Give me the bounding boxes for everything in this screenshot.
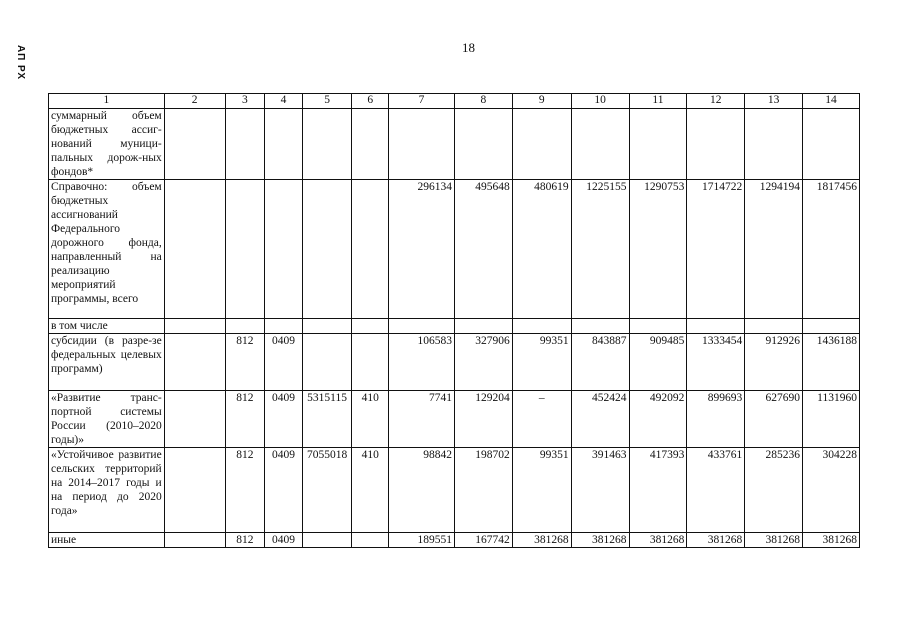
table-cell: 812	[225, 448, 265, 533]
table-cell: 99351	[512, 448, 571, 533]
column-header: 2	[164, 94, 225, 109]
row-label: субсидии (в разре-зе федеральных целевых программ)	[49, 334, 165, 391]
table-row	[49, 334, 860, 391]
side-mark	[8, 42, 32, 82]
table-cell	[302, 180, 352, 319]
table-cell: 812	[225, 391, 265, 448]
table-cell: 812	[225, 334, 265, 391]
table-cell	[571, 109, 629, 180]
table-cell: 452424	[571, 391, 629, 448]
table-cell: 99351	[512, 334, 571, 391]
table-cell: 285236	[745, 448, 803, 533]
table-cell	[352, 533, 389, 548]
table-cell	[352, 334, 389, 391]
table-cell	[164, 533, 225, 548]
table-cell	[225, 180, 265, 319]
column-header: 6	[352, 94, 389, 109]
column-header: 8	[454, 94, 512, 109]
table-cell	[803, 319, 860, 334]
table-cell: 381268	[803, 533, 860, 548]
table-cell	[225, 319, 265, 334]
table-cell	[302, 533, 352, 548]
table-header-row	[49, 94, 860, 109]
column-header: 4	[265, 94, 303, 109]
column-header: 11	[629, 94, 687, 109]
table-cell	[454, 319, 512, 334]
table-cell	[388, 109, 454, 180]
column-header: 9	[512, 94, 571, 109]
table-cell	[687, 109, 745, 180]
table-cell: 433761	[687, 448, 745, 533]
column-header: 13	[745, 94, 803, 109]
row-label: в том числе	[49, 319, 165, 334]
table-cell	[352, 109, 389, 180]
table-cell: –	[512, 391, 571, 448]
table-cell: 1290753	[629, 180, 687, 319]
side-mark-text: АП РХ	[14, 44, 26, 80]
table-cell	[225, 109, 265, 180]
table-cell	[265, 180, 303, 319]
table-cell: 1225155	[571, 180, 629, 319]
table-row	[49, 180, 860, 319]
table-cell	[302, 334, 352, 391]
table-cell: 843887	[571, 334, 629, 391]
table-cell: 296134	[388, 180, 454, 319]
table-cell	[265, 319, 303, 334]
table-cell	[164, 319, 225, 334]
table-cell: 106583	[388, 334, 454, 391]
column-header: 12	[687, 94, 745, 109]
table-cell: 410	[352, 448, 389, 533]
table-cell: 1714722	[687, 180, 745, 319]
table-cell: 912926	[745, 334, 803, 391]
table-cell: 5315115	[302, 391, 352, 448]
table-cell: 7741	[388, 391, 454, 448]
table-cell: 0409	[265, 533, 303, 548]
table-cell: 129204	[454, 391, 512, 448]
table-cell: 0409	[265, 391, 303, 448]
budget-table	[48, 93, 860, 548]
table-cell: 189551	[388, 533, 454, 548]
column-header: 1	[49, 94, 165, 109]
table-cell: 1333454	[687, 334, 745, 391]
table-cell	[512, 109, 571, 180]
table-cell	[745, 109, 803, 180]
table-cell: 98842	[388, 448, 454, 533]
table-cell: 381268	[571, 533, 629, 548]
table-cell: 381268	[745, 533, 803, 548]
table-cell: 492092	[629, 391, 687, 448]
table-cell: 812	[225, 533, 265, 548]
table-cell: 1131960	[803, 391, 860, 448]
table-cell: 627690	[745, 391, 803, 448]
table-cell: 417393	[629, 448, 687, 533]
table-cell	[388, 319, 454, 334]
table-row	[49, 448, 860, 533]
column-header: 3	[225, 94, 265, 109]
table-cell: 909485	[629, 334, 687, 391]
table-cell: 1294194	[745, 180, 803, 319]
table-cell	[454, 109, 512, 180]
table-cell	[512, 319, 571, 334]
table-cell	[265, 109, 303, 180]
table-cell: 198702	[454, 448, 512, 533]
row-label: «Развитие транс-портной системы России (2010–2020 годы)»	[49, 391, 165, 448]
table-cell: 381268	[512, 533, 571, 548]
table-cell: 410	[352, 391, 389, 448]
table-row	[49, 533, 860, 548]
table-cell	[164, 180, 225, 319]
table-cell: 495648	[454, 180, 512, 319]
table-cell	[629, 319, 687, 334]
table-cell: 167742	[454, 533, 512, 548]
table-cell: 391463	[571, 448, 629, 533]
table-cell: 899693	[687, 391, 745, 448]
table-cell: 480619	[512, 180, 571, 319]
table-cell: 327906	[454, 334, 512, 391]
table-cell	[352, 180, 389, 319]
row-label: суммарный объем бюджетных ассиг-нований муници-пальных дорож-ных фондов*	[49, 109, 165, 180]
column-header: 10	[571, 94, 629, 109]
table-cell	[164, 334, 225, 391]
table-row	[49, 391, 860, 448]
table-row	[49, 319, 860, 334]
row-label: Справочно: объем бюджетных ассигнований Федерального дорожного фонда, направленный на реализацию мероприятий программы, всего	[49, 180, 165, 319]
table-cell: 0409	[265, 334, 303, 391]
page-number: 18	[462, 40, 475, 55]
table-cell: 381268	[629, 533, 687, 548]
column-header: 7	[388, 94, 454, 109]
table-cell	[164, 448, 225, 533]
table-cell: 7055018	[302, 448, 352, 533]
table-cell: 304228	[803, 448, 860, 533]
table-cell	[302, 109, 352, 180]
table-row	[49, 109, 860, 180]
row-label: иные	[49, 533, 165, 548]
table-cell	[164, 109, 225, 180]
row-label: «Устойчивое развитие сельских территорий на 2014–2017 годы и на период до 2020 года»	[49, 448, 165, 533]
table-cell: 0409	[265, 448, 303, 533]
table-cell	[352, 319, 389, 334]
column-header: 5	[302, 94, 352, 109]
table-cell: 381268	[687, 533, 745, 548]
table-cell: 1817456	[803, 180, 860, 319]
column-header: 14	[803, 94, 860, 109]
table-cell	[745, 319, 803, 334]
table-cell	[302, 319, 352, 334]
table-cell	[629, 109, 687, 180]
table-cell	[571, 319, 629, 334]
table-cell	[803, 109, 860, 180]
table-cell	[164, 391, 225, 448]
table-cell	[687, 319, 745, 334]
table-cell: 1436188	[803, 334, 860, 391]
